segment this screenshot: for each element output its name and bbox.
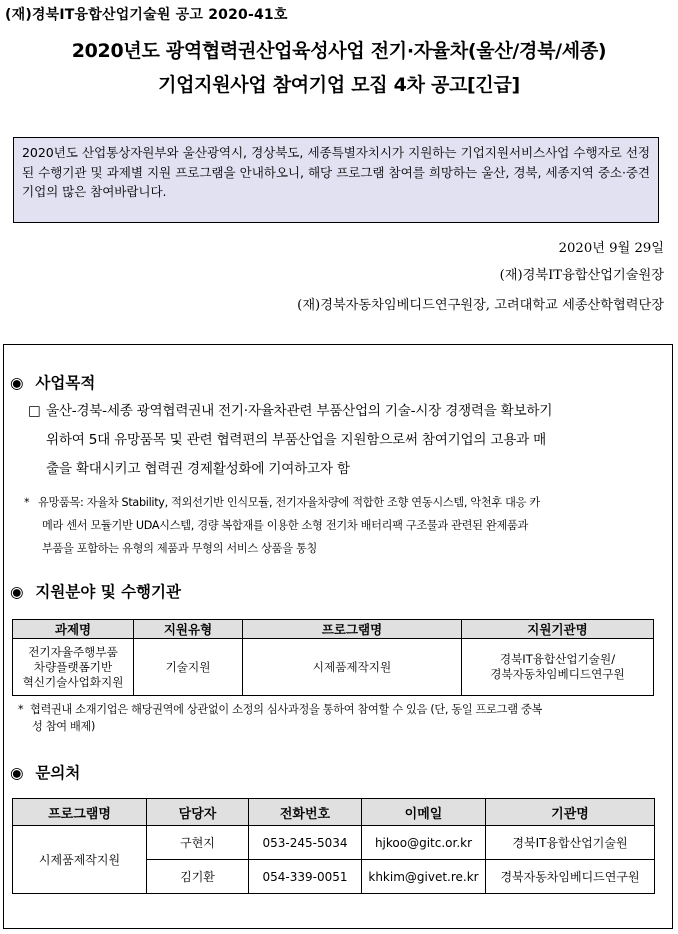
section-contact-title: 문의처: [35, 764, 81, 782]
purpose-line-1: □ 울산-경북-세종 광역협력권내 전기·자율차관련 부품산업의 기술-시장 경쟁력을 확보하기: [28, 403, 552, 419]
bullet-circle-icon: ◉: [10, 374, 24, 392]
task-name-cell: 전기자율주행부품 차량플랫폼기반 혁신기술사업화지원: [13, 639, 134, 696]
support-type-cell: 기술지원: [134, 639, 243, 696]
intro-box: 2020년도 산업통상자원부와 울산광역시, 경상북도, 세종특별자치시가 지원하는 기업지원서비스사업 수행자로 선정된 수행기관 및 과제별 지원 프로그램을 안내하오니, 해당 프로그램 참여를 희망하는 울산, 경북, 세종지역 중소·중견기업의 많은 참여바랍니다.: [13, 137, 659, 223]
title-line-1: 2020년도 광역협력권산업육성사업 전기·자율차(울산/경북/세종): [71, 40, 607, 62]
section-contact-heading: [10, 761, 80, 783]
table-header: 전화번호: [249, 799, 362, 826]
table-row: [13, 639, 654, 696]
support-note-line-1: * 협력권내 소재기업은 해당권역에 상관없이 소정의 심사과정을 통하여 참여할 수 있음 (단, 동일 프로그램 중복: [18, 703, 542, 716]
purpose-note-line-2: 메라 센서 모듈기반 UDA시스템, 경량 복합재를 이용한 소형 전기차 배터리팩 구조물과 관련된 완제품과: [42, 519, 528, 532]
signer-2: (재)경북자동차임베디드연구원장, 고려대학교 세종산학협력단장: [297, 298, 664, 313]
contact-name-cell: 구현지: [147, 826, 249, 860]
contact-program-cell: 시제품제작지원: [13, 826, 147, 894]
section-support-title: 지원분야 및 수행기관: [35, 583, 181, 601]
section-purpose-title: 사업목적: [35, 374, 96, 392]
table-header: 지원기관명: [462, 620, 654, 639]
table-header: 프로그램명: [13, 799, 147, 826]
table-header: 프로그램명: [243, 620, 462, 639]
purpose-line-2: 위하여 5대 유망품목 및 관련 협력편의 부품산업을 지원함으로써 참여기업의 고용과 매: [46, 432, 546, 448]
contact-email-link[interactable]: hjkoo@gitc.or.kr: [362, 826, 486, 860]
purpose-note-line-1: * 유망품목: 자율차 Stability, 적외선기반 인식모듈, 전기자율차량에 적합한 조향 연동시스템, 악천후 대응 카: [24, 496, 540, 509]
program-name-cell: 시제품제작지원: [243, 639, 462, 696]
section-support-heading: [10, 580, 181, 602]
table-header: 이메일: [362, 799, 486, 826]
purpose-paragraph: [28, 397, 658, 484]
contact-name-cell: 김기환: [147, 860, 249, 894]
support-table: [12, 619, 654, 696]
signer-1: (재)경북IT융합산업기술원장: [499, 268, 664, 283]
purpose-line-3: 출을 확대시키고 협력권 경제활성화에 기여하고자 함: [46, 461, 350, 477]
bullet-circle-icon: ◉: [10, 583, 24, 601]
table-row: [13, 826, 655, 860]
contact-org-cell: 경북IT융합산업기술원: [486, 826, 655, 860]
table-header: 지원유형: [134, 620, 243, 639]
contact-phone-cell: 054-339-0051: [249, 860, 362, 894]
checkbox-square-icon: □: [28, 403, 41, 419]
purpose-note: [24, 491, 660, 560]
contact-table: [12, 798, 655, 894]
table-header: 과제명: [13, 620, 134, 639]
contact-org-cell: 경북자동차임베디드연구원: [486, 860, 655, 894]
table-header: 담당자: [147, 799, 249, 826]
support-note: [18, 701, 660, 735]
section-purpose-heading: [10, 371, 95, 393]
support-note-line-2: 성 참여 배제): [32, 720, 96, 733]
purpose-note-line-3: 부품을 포함하는 유형의 제품과 무형의 서비스 상품을 통칭: [42, 542, 317, 555]
table-header: 기관명: [486, 799, 655, 826]
contact-email-link[interactable]: khkim@givet.re.kr: [362, 860, 486, 894]
notice-number: (재)경북IT융합산업기술원 공고 2020-41호: [5, 7, 288, 23]
announcement-date: 2020년 9월 29일: [558, 241, 664, 256]
table-header-row: [13, 799, 655, 826]
org-name-cell: 경북IT융합산업기술원/ 경북자동차임베디드연구원: [462, 639, 654, 696]
bullet-circle-icon: ◉: [10, 764, 24, 782]
table-header-row: [13, 620, 654, 639]
contact-phone-cell: 053-245-5034: [249, 826, 362, 860]
title-line-2: 기업지원사업 참여기업 모집 4차 공고[긴급]: [158, 74, 520, 96]
